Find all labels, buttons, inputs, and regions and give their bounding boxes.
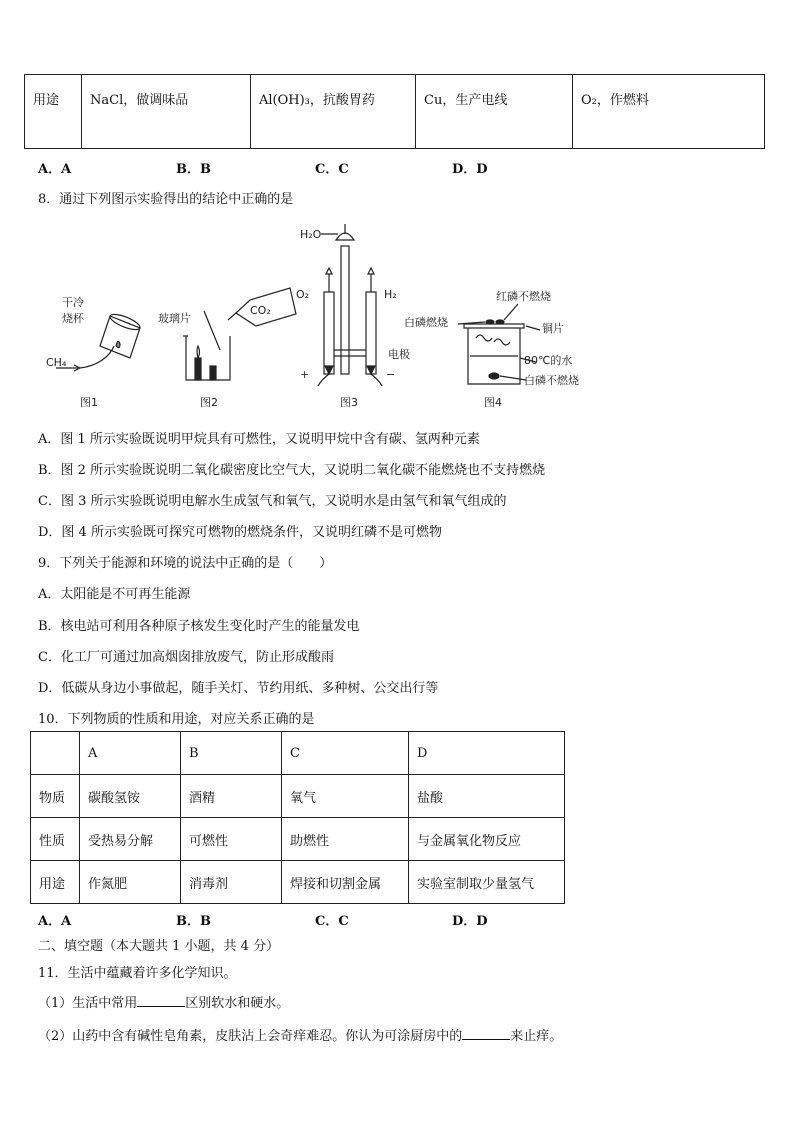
q9-option-b[interactable]: B．核电站可利用各种原子核发生变化时产生的能量发电 — [38, 619, 360, 634]
q8-option-c[interactable]: C．图 3 所示实验既说明电解水生成氢气和氧气，又说明水是由氢气和氧气组成的 — [38, 494, 507, 509]
top-table-cell-b: Al(OH)₃，抗酸胃药 — [251, 75, 416, 149]
fig3-apparatus — [318, 224, 382, 386]
fig-label-plus: + — [300, 368, 310, 381]
q10-table — [30, 731, 565, 904]
top-table-row-label: 用途 — [25, 75, 82, 149]
top-table-cell-c: Cu，生产电线 — [416, 75, 573, 149]
q10-header-cell: C — [282, 732, 409, 775]
q10-stem: 10．下列物质的性质和用途，对应关系正确的是 — [38, 712, 315, 727]
q8-stem: 8．通过下列图示实验得出的结论中正确的是 — [38, 192, 294, 207]
q10-cell: 与金属氧化物反应 — [409, 818, 565, 861]
q10-cell: 焊接和切割金属 — [282, 861, 409, 904]
q10-cell: 盐酸 — [409, 775, 565, 818]
q10-option-d[interactable]: D．D — [452, 914, 488, 929]
q9-stem: 9．下列关于能源和环境的说法中正确的是（ ） — [38, 556, 333, 571]
fig-label-white-p-top: 白磷燃烧 — [404, 316, 448, 329]
fig-caption-1: 图1 — [80, 396, 98, 409]
q11-part2-before: （2）山药中含有碱性皂角素，皮肤沾上会奇痒难忍。你认为可涂厨房中的 — [38, 1029, 463, 1044]
fig-label-ch4: CH₄ — [46, 356, 67, 369]
q8-option-b[interactable]: B．图 2 所示实验既说明二氧化碳密度比空气大，又说明二氧化碳不能燃烧也不支持燃烧 — [38, 463, 546, 478]
q11-part2-blank[interactable] — [462, 1027, 510, 1040]
fig-caption-4: 图4 — [484, 396, 502, 409]
section-heading: 二、填空题（本大题共 1 小题，共 4 分） — [38, 939, 280, 954]
top-table — [24, 74, 765, 149]
top-table-cell-d: O₂，作燃料 — [573, 75, 765, 149]
q8-figure-svg — [38, 218, 598, 418]
q7-option-c[interactable]: C．C — [315, 162, 349, 177]
q10-cell: 消毒剂 — [181, 861, 282, 904]
q10-option-a[interactable]: A．A — [38, 914, 72, 929]
q7-option-a[interactable]: A．A — [38, 162, 72, 177]
q11-part1-after: 区别软水和硬水。 — [185, 996, 290, 1011]
q7-option-b[interactable]: B．B — [176, 162, 211, 177]
fig-label-red-p: 红磷不燃烧 — [496, 290, 551, 303]
q9-option-c[interactable]: C．化工厂可通过加高烟囱排放废气，防止形成酸雨 — [38, 650, 334, 665]
fig-label-h2: H₂ — [384, 288, 397, 301]
q11-part1-before: （1）生活中常用 — [38, 996, 138, 1011]
q10-header-cell: D — [409, 732, 565, 775]
fig-label-co2: CO₂ — [250, 304, 271, 317]
fig-caption-3: 图3 — [340, 396, 358, 409]
fig-label-minus: − — [386, 368, 396, 381]
q10-cell: 物质 — [31, 775, 80, 818]
q11-stem: 11．生活中蕴藏着许多化学知识。 — [38, 966, 237, 981]
q11-part1-blank[interactable] — [137, 994, 185, 1007]
q11-part1 — [38, 992, 289, 1011]
q10-cell: 受热易分解 — [80, 818, 181, 861]
fig-label-o2: O₂ — [296, 288, 310, 301]
q10-header-cell — [31, 732, 80, 775]
fig-caption-2: 图2 — [200, 396, 218, 409]
q10-cell: 实验室制取少量氢气 — [409, 861, 565, 904]
q10-header-cell: A — [80, 732, 181, 775]
fig-label-white-p-bottom: 白磷不燃烧 — [524, 374, 579, 387]
q8-option-d[interactable]: D．图 4 所示实验既可探究可燃物的燃烧条件，又说明红磷不是可燃物 — [38, 525, 442, 540]
q8-figure — [38, 218, 598, 418]
q10-option-b[interactable]: B．B — [176, 914, 211, 929]
fig-label-electrode: 电极 — [388, 348, 410, 361]
q11-part2 — [38, 1025, 562, 1044]
q10-cell: 碳酸氢铵 — [80, 775, 181, 818]
q10-cell: 可燃性 — [181, 818, 282, 861]
fig-label-copper: 铜片 — [542, 322, 564, 335]
fig2-apparatus — [183, 288, 296, 380]
q10-cell: 用途 — [31, 861, 80, 904]
fig-label-cup-1: 干冷 — [62, 296, 84, 309]
q10-header-cell: B — [181, 732, 282, 775]
fig4-apparatus — [458, 304, 540, 384]
q10-cell: 作氮肥 — [80, 861, 181, 904]
q10-cell: 酒精 — [181, 775, 282, 818]
q7-option-d[interactable]: D．D — [452, 162, 488, 177]
fig-label-cup-2: 烧杯 — [62, 312, 84, 325]
q9-option-a[interactable]: A．太阳能是不可再生能源 — [38, 587, 191, 602]
q10-cell: 性质 — [31, 818, 80, 861]
q10-cell: 助燃性 — [282, 818, 409, 861]
q10-cell: 氧气 — [282, 775, 409, 818]
top-table-cell-a: NaCl，做调味品 — [82, 75, 251, 149]
fig-label-h2o: H₂O — [300, 228, 322, 241]
q8-option-a[interactable]: A．图 1 所示实验既说明甲烷具有可燃性，又说明甲烷中含有碳、氢两种元素 — [38, 432, 480, 447]
q10-option-c[interactable]: C．C — [315, 914, 349, 929]
q11-part2-after: 来止痒。 — [510, 1029, 563, 1044]
fig-label-glass: 玻璃片 — [158, 312, 191, 325]
fig-label-water: 80℃的水 — [524, 354, 573, 367]
q9-option-d[interactable]: D．低碳从身边小事做起，随手关灯、节约用纸、多种树、公交出行等 — [38, 681, 439, 696]
